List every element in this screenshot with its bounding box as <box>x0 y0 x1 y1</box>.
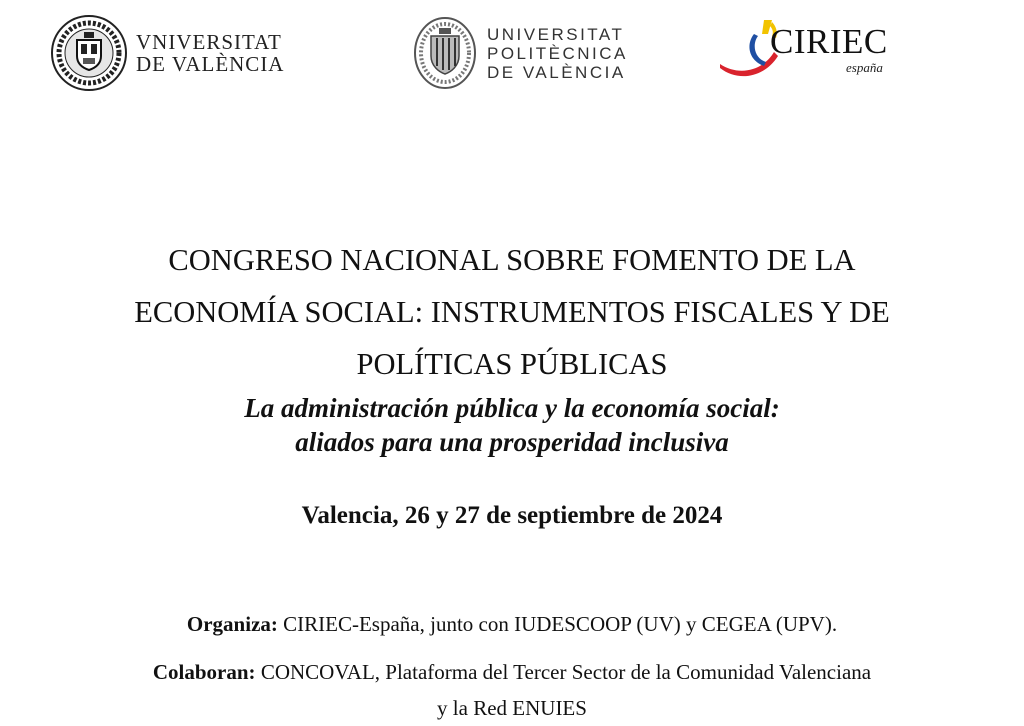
collaborators-text-1: CONCOVAL, Plataforma del Tercer Sector de la Comunidad Valenciana <box>255 660 872 684</box>
logo-universitat-politecnica <box>413 16 628 90</box>
collaborators-line-1 <box>0 654 1024 690</box>
ciriec-wordmark: CIRIEC <box>770 22 888 61</box>
uv-wordmark-line1: VNIVERSITAT <box>136 30 282 54</box>
collaborators-block <box>0 654 1024 726</box>
title-line-3: POLÍTICAS PÚBLICAS <box>356 347 668 381</box>
organizers-text: CIRIEC-España, junto con IUDESCOOP (UV) y CEGEA (UPV). <box>277 612 838 636</box>
upv-wordmark-line3: DE VALÈNCIA <box>487 62 626 82</box>
subtitle-line-1: La administración pública y la economía social: <box>244 393 780 423</box>
upv-wordmark-line1: UNIVERSITAT <box>487 24 625 44</box>
title-line-1: CONGRESO NACIONAL SOBRE FOMENTO DE LA <box>168 243 856 277</box>
uv-wordmark-line2: DE VALÈNCIA <box>136 52 285 76</box>
upv-wordmark-line2: POLITÈCNICA <box>487 43 628 63</box>
collaborators-label: Colaboran: <box>152 660 256 684</box>
logo-ciriec-espana <box>718 18 908 82</box>
ciriec-subtitle: españa <box>846 60 883 75</box>
uv-wordmark <box>136 31 284 75</box>
organizers-label: Organiza: <box>186 612 278 636</box>
upv-wordmark <box>487 25 628 82</box>
title-line-2: ECONOMÍA SOCIAL: INSTRUMENTOS FISCALES Y DE <box>134 295 890 329</box>
subtitle-line-2: aliados para una prosperidad inclusiva <box>295 427 729 457</box>
logo-universitat-valencia <box>50 14 284 92</box>
upv-seal-icon <box>413 16 477 90</box>
congress-title <box>0 234 1024 390</box>
event-date-location: Valencia, 26 y 27 de septiembre de 2024 <box>301 502 723 529</box>
organizers-line <box>0 612 1024 637</box>
logo-bar <box>0 0 1024 110</box>
collaborators-text-2: y la Red ENUIES <box>437 696 587 720</box>
congress-subtitle <box>0 391 1024 459</box>
uv-seal-icon <box>50 14 128 92</box>
